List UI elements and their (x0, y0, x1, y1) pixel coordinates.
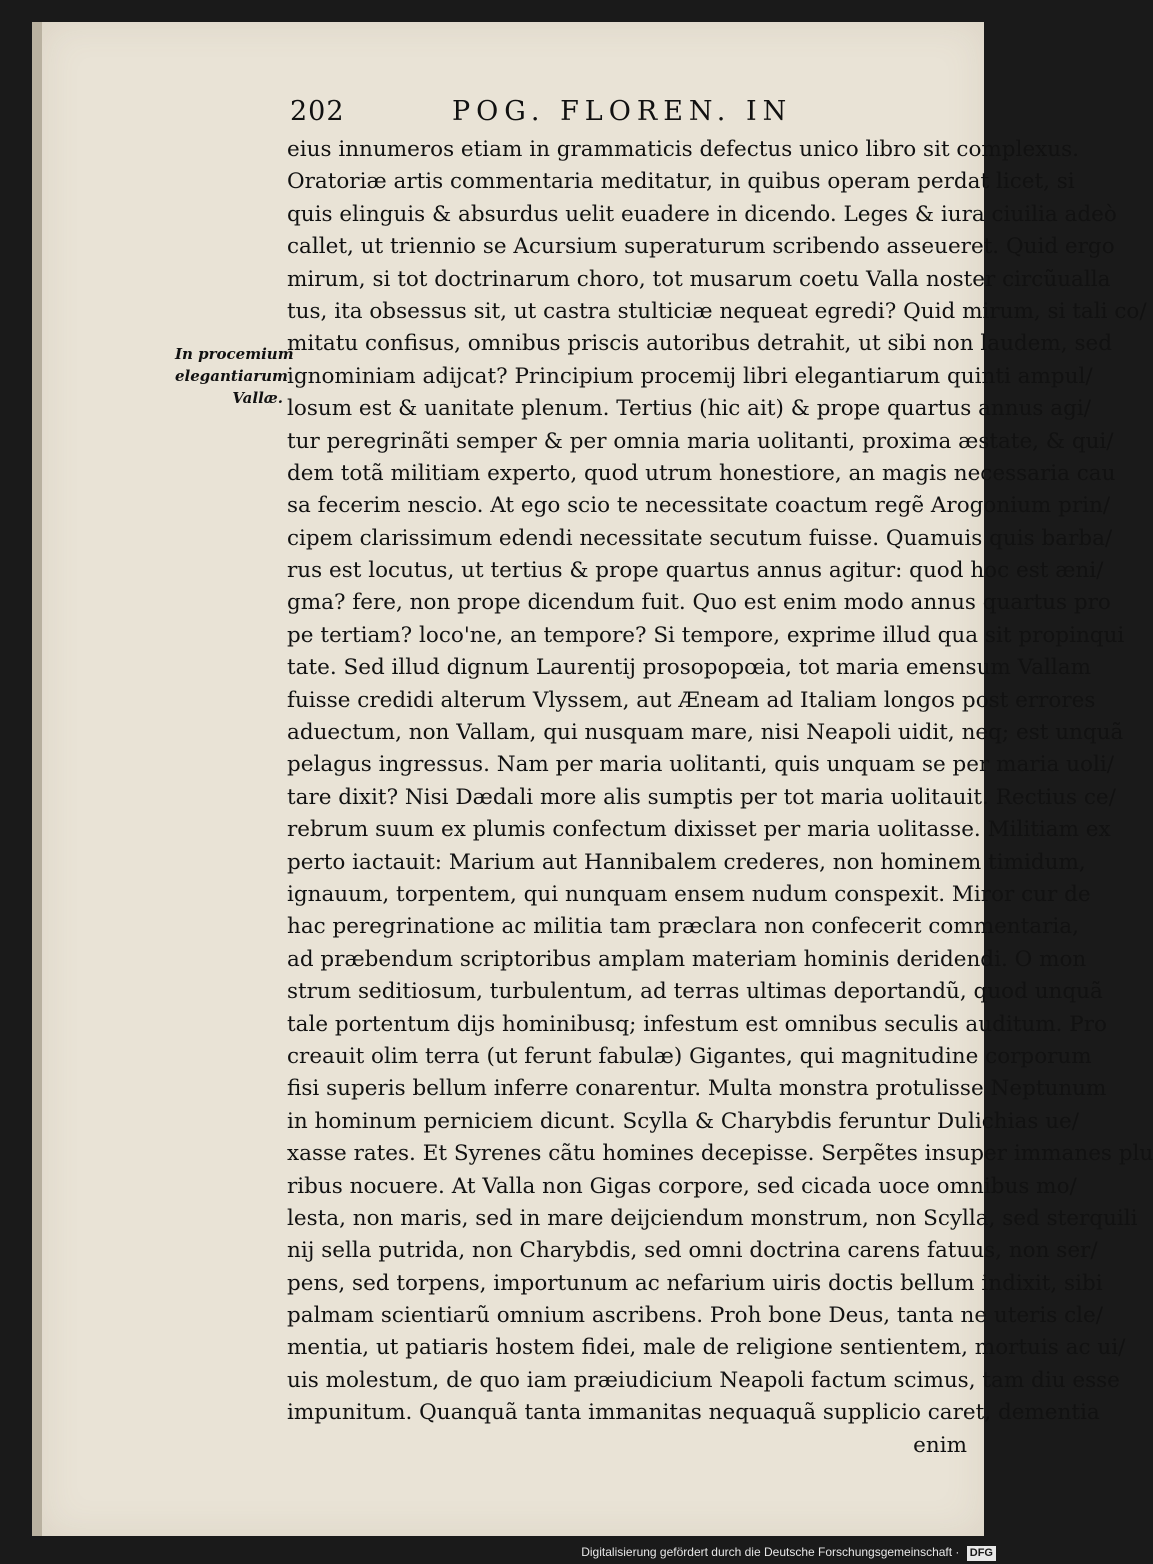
page-number: 202 (290, 96, 345, 127)
text-line: ad præbendum scriptoribus amplam materiam hominis deridendi. O mon (287, 946, 1087, 972)
text-line: mirum, si tot doctrinarum choro, tot musarum coetu Valla noster circũualla (287, 266, 1111, 292)
margin-note-line: Vallæ. (232, 389, 283, 407)
text-line: ribus nocuere. At Valla non Gigas corpore, sed cicada uoce omnibus mo/ (287, 1173, 1077, 1199)
text-line: dem totã militiam experto, quod utrum honestiore, an magis necessaria cau (287, 460, 1116, 486)
text-line: xasse rates. Et Syrenes cãtu homines decepisse. Serpẽtes insuper immanes plu (287, 1141, 1153, 1167)
text-line: ignauum, torpentem, qui nunquam ensem nudum conspexit. Miror cur de (287, 881, 1091, 907)
text-line: aduectum, non Vallam, qui nusquam mare, nisi Neapoli uidit, neq; est unquã (287, 720, 1124, 746)
margin-note-line: elegantiarum (175, 367, 288, 385)
text-line: pelagus ingressus. Nam per maria uolitanti, quis unquam se per maria uoli/ (287, 752, 1114, 778)
text-line: mentia, ut patiaris hostem fidei, male de religione sentientem, mortuis ac ui/ (287, 1335, 1126, 1361)
text-line: creauit olim terra (ut ferunt fabulæ) Gigantes, qui magnitudine corporum (287, 1043, 1092, 1069)
dfg-logo: DFG (967, 1546, 996, 1561)
text-line: hac peregrinatione ac militia tam præclara non confecerit commentaria, (287, 914, 1079, 940)
text-line: cipem clarissimum edendi necessitate secutum fuisse. Quamuis quis barba/ (287, 525, 1113, 551)
text-line: in hominum perniciem dicunt. Scylla & Charybdis feruntur Dulichias ue/ (287, 1108, 1080, 1134)
text-line: tale portentum dijs hominibusq; infestum est omnibus seculis auditum. Pro (287, 1011, 1107, 1037)
text-line: nij sella putrida, non Charybdis, sed omni doctrina carens fatuus, non ser/ (287, 1238, 1098, 1264)
text-line: quis elinguis & absurdus uelit euadere in dicendo. Leges & iura ciuilia adeò (287, 201, 1117, 227)
text-line: impunitum. Quanquã tanta immanitas nequaquã supplicio caret, dementia (287, 1400, 1100, 1426)
text-line: fisi superis bellum inferre conarentur. Multa monstra protulisse Neptunum (287, 1076, 1107, 1102)
text-line: rus est locutus, ut tertius & prope quartus annus agitur: quod hoc est æni/ (287, 558, 1104, 584)
catchword: enim (913, 1432, 967, 1458)
text-line: pe tertiam? loco'ne, an tempore? Si tempore, exprime illud qua sit propinqui (287, 622, 1125, 648)
text-line: eius innumeros etiam in grammaticis defectus unico libro sit complexus. (287, 137, 1080, 162)
text-line: Oratoriæ artis commentaria meditatur, in quibus operam perdat licet, si (287, 169, 1075, 195)
page-header (290, 96, 970, 132)
text-line: ignominiam adijcat? Principium procemij libri elegantiarum quinti ampul/ (287, 363, 1093, 389)
text-line: pens, sed torpens, importunum ac nefarium uiris doctis bellum indixit, sibi (287, 1270, 1103, 1296)
text-line: lesta, non maris, sed in mare deijciendum monstrum, non Scylla, sed sterquili (287, 1205, 1138, 1231)
text-line: strum seditiosum, turbulentum, ad terras ultimas deportandũ, quod unquã (287, 979, 1103, 1005)
text-line: tare dixit? Nisi Dædali more alis sumptis per tot maria uolitauit. Rectius ce/ (287, 784, 1116, 810)
text-line: gma? fere, non prope dicendum fuit. Quo est enim modo annus quartus pro (287, 590, 1111, 616)
text-line: losum est & uanitate plenum. Tertius (hic ait) & prope quartus annus agi/ (287, 396, 1091, 422)
margin-note-line: In procemium (175, 345, 294, 363)
text-line: perto iactauit: Marium aut Hannibalem crederes, non hominem timidum, (287, 849, 1086, 875)
body-text (287, 134, 1153, 1462)
digitization-footer (560, 1542, 996, 1562)
margin-note (175, 343, 294, 409)
text-line: uis molestum, de quo iam præiudicium Neapoli factum scimus, tam diu esse (287, 1367, 1120, 1393)
running-head: POG. FLOREN. IN (452, 96, 793, 127)
text-line: sa fecerim nescio. At ego scio te necessitate coactum regẽ Arogonium prin/ (287, 493, 1111, 519)
footer-text: Digitalisierung gefördert durch die Deutsche Forschungsgemeinschaft · (581, 1545, 960, 1559)
text-line: fuisse credidi alterum Vlyssem, aut Æneam ad Italiam longos post errores (287, 687, 1096, 713)
text-line: tus, ita obsessus sit, ut castra stulticiæ nequeat egredi? Quid mirum, si tali co/ (287, 298, 1147, 324)
text-line: tur peregrinãti semper & per omnia maria uolitanti, proxima æstate, & qui/ (287, 428, 1114, 454)
text-line: rebrum suum ex plumis confectum dixisset per maria uolitasse. Militiam ex (287, 817, 1111, 843)
text-line: palmam scientiarũ omnium ascribens. Proh bone Deus, tanta ne uteris cle/ (287, 1303, 1104, 1329)
text-line: tate. Sed illud dignum Laurentij prosopopœia, tot maria emensum Vallam (287, 655, 1091, 681)
text-line: mitatu confisus, omnibus priscis autoribus detrahit, ut sibi non laudem, sed (287, 331, 1112, 357)
text-line: callet, ut triennio se Acursium superaturum scribendo asseueret. Quid ergo (287, 234, 1115, 260)
